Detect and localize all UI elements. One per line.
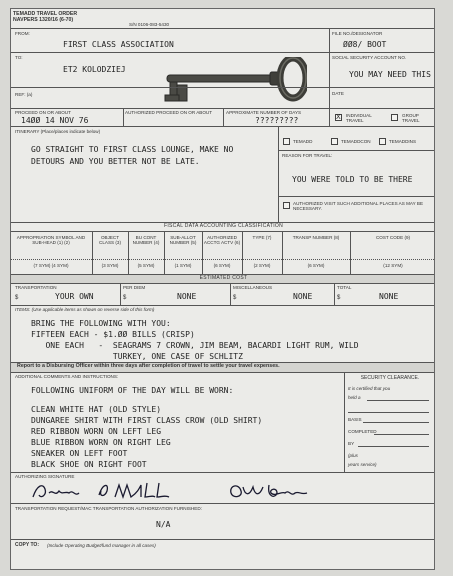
transportation-label: TRANSPORTATION bbox=[15, 285, 57, 290]
group-travel-checkbox[interactable] bbox=[391, 114, 398, 121]
security-title: SECURITY CLEARANCE. bbox=[360, 375, 420, 381]
rule bbox=[11, 28, 435, 29]
rule bbox=[11, 305, 435, 306]
rule bbox=[334, 283, 335, 305]
file-no-label: FILE NO./DESIGNATOR bbox=[332, 31, 383, 36]
fiscal-column-value: (12 SYM) bbox=[383, 263, 403, 268]
fiscal-column-value: (5 SYM) bbox=[137, 263, 155, 268]
form-title: TEMADD TRAVEL ORDER bbox=[13, 11, 78, 17]
from-value: FIRST CLASS ASSOCIATION bbox=[63, 40, 174, 49]
comments-label: ADDITIONAL COMMENTS AND INSTRUCTIONS: bbox=[15, 374, 119, 379]
comments-line-4: RED RIBBON WORN ON LEFT LEG bbox=[31, 427, 162, 436]
rule bbox=[278, 196, 435, 197]
duty-type-label: TEMADD bbox=[293, 139, 313, 144]
per-diem-value: NONE bbox=[177, 292, 197, 301]
form-number: NAVPERS 1320/16 (6-70) bbox=[13, 17, 74, 23]
signature-label: AUTHORIZING SIGNATURE bbox=[15, 474, 75, 479]
temadd-checkbox[interactable] bbox=[283, 138, 290, 145]
days-label: APPROXIMATE NUMBER OF DAYS bbox=[226, 110, 302, 115]
security-years: years service) bbox=[348, 462, 377, 467]
serial-number: S/N 0106-083-5430 bbox=[129, 22, 170, 27]
rule bbox=[11, 126, 435, 127]
rule bbox=[348, 412, 429, 413]
to-label: TO: bbox=[15, 55, 23, 60]
per-diem-label: PER DIEM bbox=[123, 285, 146, 290]
rule bbox=[329, 28, 330, 126]
fiscal-column-value: (2 SYM) bbox=[253, 263, 271, 268]
security-held: held a bbox=[348, 395, 361, 400]
fiscal-column-value: (6 SYM) bbox=[307, 263, 325, 268]
to-value: ET2 KOLODZIEJ bbox=[63, 65, 126, 74]
fiscal-column-value: (6 SYM) bbox=[213, 263, 231, 268]
proceed-value: 14ØØ 14 NOV 76 bbox=[21, 116, 89, 125]
fiscal-column-value: (3 SYM) bbox=[101, 263, 119, 268]
authorized-visit-checkbox[interactable] bbox=[283, 202, 290, 209]
security-by: BY bbox=[348, 441, 355, 446]
miscellaneous-label: MISCELLANEOUS bbox=[233, 285, 273, 290]
rule bbox=[11, 52, 435, 53]
copy-to-note: (Include Operating Budget/fund manager in all cases) bbox=[47, 543, 156, 548]
rule bbox=[11, 231, 435, 232]
transportation-request-value: N/A bbox=[156, 520, 171, 529]
duty-type-label: TEMADDINS bbox=[389, 139, 417, 144]
items-line-2: FIFTEEN EACH - $1.ØØ BILLS (CRISP) bbox=[31, 330, 195, 339]
handwritten-signature bbox=[29, 479, 319, 503]
rule bbox=[11, 503, 435, 504]
rule bbox=[11, 259, 435, 260]
file-no-value: ØØ8/ BOOT bbox=[343, 40, 387, 49]
rule bbox=[367, 400, 429, 401]
rule bbox=[11, 539, 435, 540]
days-value: ????????? bbox=[255, 116, 299, 125]
miscellaneous-value: NONE bbox=[293, 292, 313, 301]
rule bbox=[11, 472, 435, 473]
rule bbox=[11, 87, 435, 88]
checked-mark: X bbox=[336, 114, 341, 121]
comments-line-5: BLUE RIBBON WORN ON RIGHT LEG bbox=[31, 438, 171, 447]
fiscal-column-header: OBJECT CLASS (3) bbox=[99, 235, 121, 245]
transportation-request-label: TRANSPORTATION REQUEST/MAC TRANSPORTATION AUTHORIZATION FURNISHED: bbox=[15, 506, 202, 511]
security-plus: (plus bbox=[348, 453, 358, 458]
rule bbox=[278, 126, 279, 222]
itinerary-label: ITINERARY (Place/places indicate below) bbox=[15, 129, 101, 134]
fiscal-column-header: SUB-ALLOT NUMBER (5) bbox=[169, 235, 197, 245]
currency-sign: $ bbox=[233, 295, 237, 301]
security-basis: BASIS bbox=[348, 417, 362, 422]
fiscal-column-header: BU CONT NUMBER (4) bbox=[132, 235, 160, 245]
skeleton-key-icon bbox=[157, 57, 307, 109]
proceed-label: PROCEED ON OR ABOUT bbox=[15, 110, 71, 115]
items-line-1: BRING THE FOLLOWING WITH YOU: bbox=[31, 319, 171, 328]
rule bbox=[223, 108, 224, 126]
fiscal-title: FISCAL DATA ACCOUNTING CLASSIFICATION bbox=[164, 223, 283, 229]
rule bbox=[11, 372, 435, 373]
items-line-3: ONE EACH - SEAGRAMS 7 CROWN, JIM BEAM, BACARDI LIGHT RUM, WILD bbox=[31, 341, 359, 350]
currency-sign: $ bbox=[337, 295, 341, 301]
travel-order-form bbox=[10, 8, 435, 570]
report-instruction: Report to a Disbursing Officer within three days after completion of travel to settle your travel expenses. bbox=[17, 363, 280, 369]
rule bbox=[230, 283, 231, 305]
group-travel-label: GROUP TRAVEL bbox=[402, 113, 420, 123]
rule bbox=[374, 434, 429, 435]
items-line-4: TURKEY, ONE CASE OF SCHLITZ bbox=[31, 352, 243, 361]
rule bbox=[123, 108, 124, 126]
ssn-value: YOU MAY NEED THIS bbox=[349, 70, 431, 79]
rule bbox=[358, 446, 429, 447]
ssn-label: SOCIAL SECURITY ACCOUNT NO. bbox=[332, 55, 407, 60]
from-label: FROM: bbox=[15, 31, 30, 36]
rule bbox=[344, 372, 345, 472]
fiscal-column-header: TRANSP NUMBER (8) bbox=[292, 235, 340, 240]
security-completed: COMPLETED bbox=[348, 429, 377, 434]
temaddins-checkbox[interactable] bbox=[379, 138, 386, 145]
fiscal-column-header: APPROPRIATION SYMBOL AND SUB-HEAD (1) (2) bbox=[16, 235, 86, 245]
fiscal-column-value: (1 SYM) bbox=[174, 263, 192, 268]
total-value: NONE bbox=[379, 292, 399, 301]
fiscal-column-header: TYPE (7) bbox=[252, 235, 272, 240]
duty-type-label: TEMADDCON bbox=[341, 139, 371, 144]
authorized-proceed-label: AUTHORIZED PROCEED ON OR ABOUT bbox=[125, 110, 213, 115]
rule bbox=[11, 283, 435, 284]
fiscal-column-header: COST CODE (9) bbox=[375, 235, 411, 240]
reason-label: REASON FOR TRAVEL: bbox=[282, 153, 333, 158]
temaddcon-checkbox[interactable] bbox=[331, 138, 338, 145]
currency-sign: $ bbox=[123, 295, 127, 301]
fiscal-column-header: AUTHORIZED ACCTG ACTV (6) bbox=[203, 235, 241, 245]
total-label: TOTAL bbox=[337, 285, 352, 290]
reason-value: YOU WERE TOLD TO BE THERE bbox=[292, 175, 413, 184]
authorized-visit-label: AUTHORIZED VISIT SUCH ADDITIONAL PLACES AS MAY BE NECESSARY. bbox=[293, 201, 424, 211]
estimated-cost-title: ESTIMATED COST bbox=[199, 275, 248, 281]
date-label: DATE bbox=[332, 91, 344, 96]
individual-travel-label: INDIVIDUAL TRAVEL bbox=[346, 113, 372, 123]
rule bbox=[363, 422, 429, 423]
comments-line-3: DUNGAREE SHIRT WITH FIRST CLASS CROW (OLD SHIRT) bbox=[31, 416, 263, 425]
transportation-value: YOUR OWN bbox=[55, 292, 94, 301]
currency-sign: $ bbox=[15, 295, 19, 301]
copy-to-label: COPY TO: bbox=[15, 542, 39, 548]
items-label: ITEMS: (Use applicable items as shown on reverse side of this form) bbox=[15, 307, 155, 312]
comments-line-6: SNEAKER ON LEFT FOOT bbox=[31, 449, 128, 458]
itinerary-line-1: GO STRAIGHT TO FIRST CLASS LOUNGE, MAKE NO bbox=[31, 145, 234, 154]
security-certified: It is certified that you bbox=[348, 386, 391, 391]
comments-line-2: CLEAN WHITE HAT (OLD STYLE) bbox=[31, 405, 162, 414]
rule bbox=[278, 150, 435, 151]
comments-line-7: BLACK SHOE ON RIGHT FOOT bbox=[31, 460, 147, 469]
rule bbox=[120, 283, 121, 305]
fiscal-column-value: (7 SYM) (4 SYM) bbox=[33, 263, 69, 268]
ref-label: REF: (a) bbox=[15, 92, 33, 97]
individual-travel-checkbox[interactable] bbox=[335, 114, 342, 121]
comments-line-1: FOLLOWING UNIFORM OF THE DAY WILL BE WORN: bbox=[31, 386, 234, 395]
itinerary-line-2: DETOURS AND YOU BETTER NOT BE LATE. bbox=[31, 157, 200, 166]
